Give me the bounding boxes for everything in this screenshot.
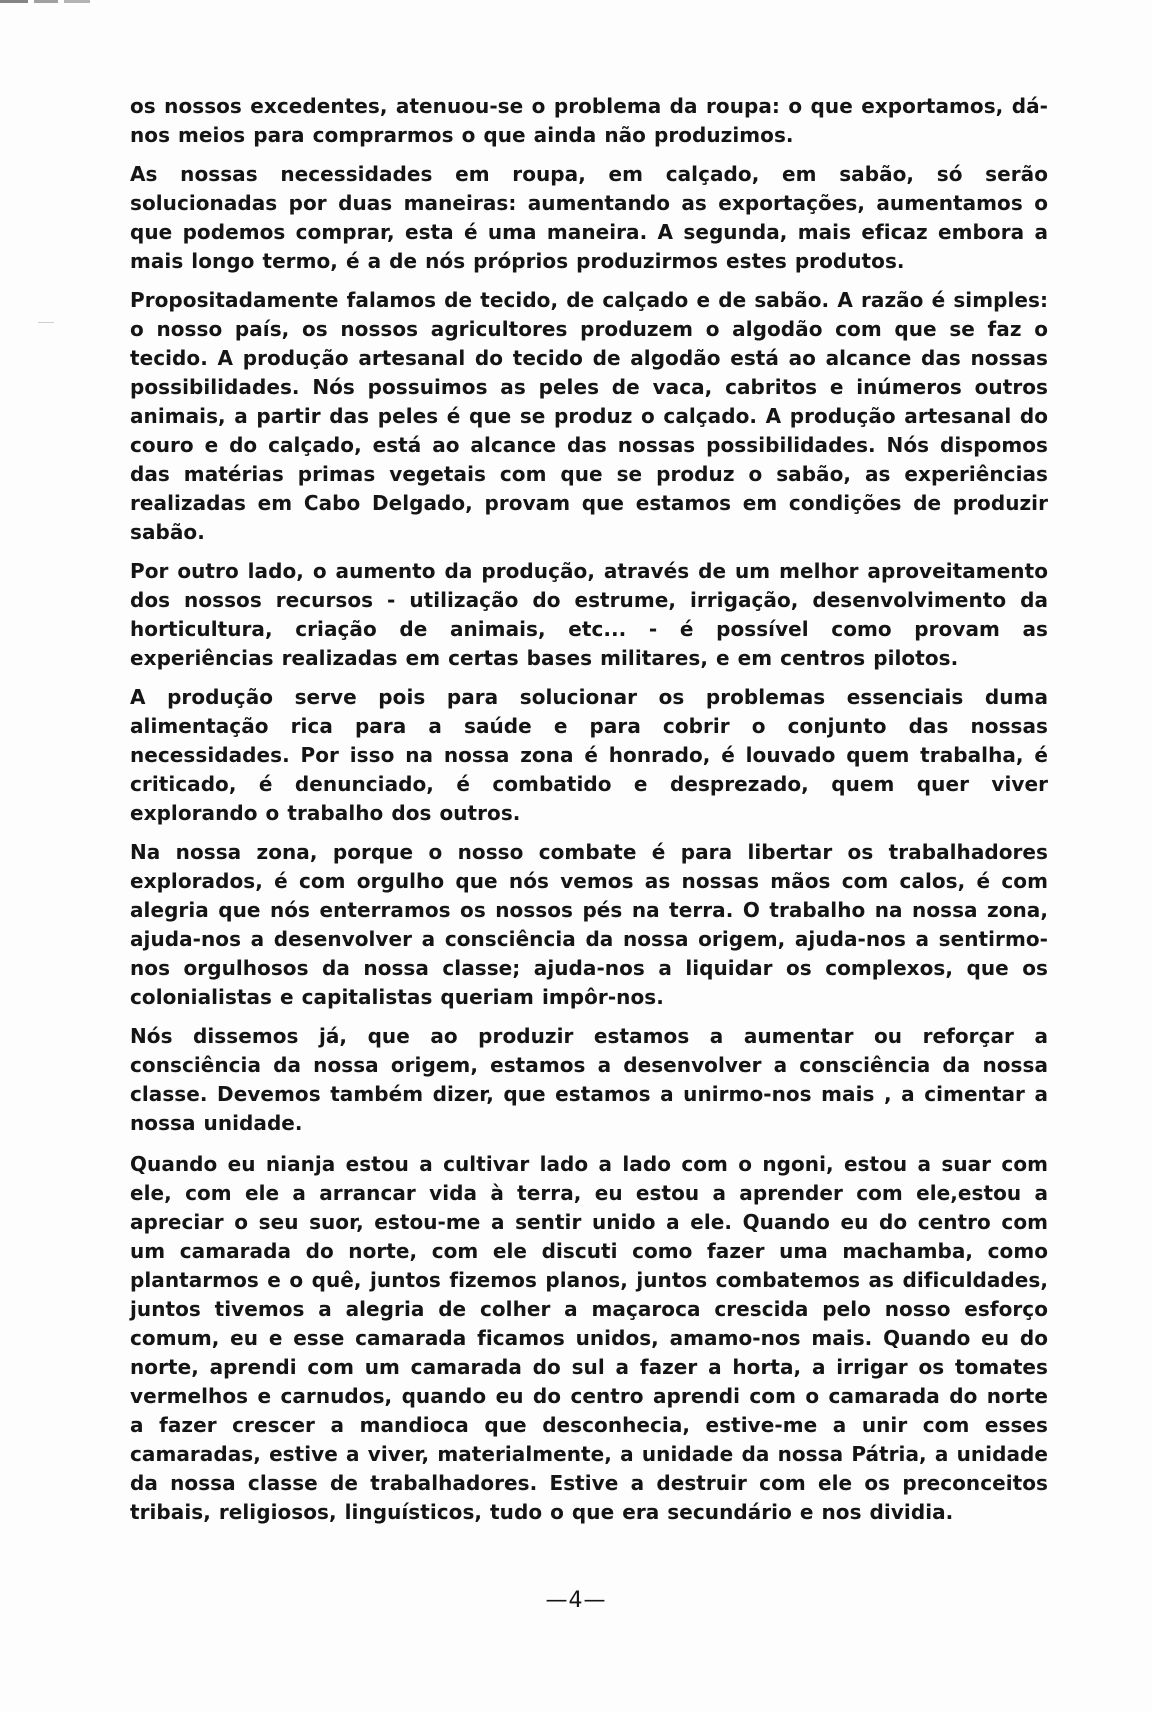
main-text-block: [130, 92, 1048, 1592]
paragraph-6: Na nossa zona, porque o nosso combate é para libertar os trabalhadores explorados, é com orgulho que nós vemos as nossas mãos com calos, é com alegria que nós enterramos os nossos pés na terra. O trabalho na nossa zona, ajuda-nos a desenvolver a consciência da nossa origem, ajuda-nos a sentirmo-nos orgulhosos da nossa classe; ajuda-nos a liquidar os complexos, que os colonialistas e capitalistas queriam impôr-nos.: [130, 840, 1048, 1009]
page-number: —4—: [545, 1588, 607, 1613]
scan-mark: [0, 0, 120, 3]
paragraph-7: Nós dissemos já, que ao produzir estamos a aumentar ou reforçar a consciência da nossa origem, estamos a desenvolver a consciência da nossa classe. Devemos também dizer, que estamos a unirmo-nos mais , a cimentar a nossa unidade.: [130, 1024, 1048, 1135]
paragraph-3: Propositadamente falamos de tecido, de calçado e de sabão. A razão é simples: o nosso país, os nossos agricultores produzem o algodão com que se faz o tecido. A produção artesanal do tecido de algodão está ao alcance das nossas possibilidades. Nós possuimos as peles de vaca, cabritos e inúmeros outros animais, a partir das peles é que se produz o calçado. A produção artesanal do couro e do calçado, está ao alcance das nossas possibilidades. Nós dispomos das matérias primas vegetais com que se produz o sabão, as experiências realizadas em Cabo Delgado, provam que estamos em condições de produzir sabão.: [130, 288, 1048, 544]
paragraph-1: os nossos excedentes, atenuou-se o problema da roupa: o que exportamos, dá-nos meios para comprarmos o que ainda não produzimos.: [130, 94, 1048, 147]
paragraph-2: As nossas necessidades em roupa, em calçado, em sabão, só serão solucionadas por duas maneiras: aumentando as exportações, aumentamos o que podemos comprar, esta é uma maneira. A segunda, mais eficaz embora a mais longo termo, é a de nós próprios produzirmos estes produtos.: [130, 162, 1048, 273]
paragraph-4: Por outro lado, o aumento da produção, através de um melhor aproveitamento dos nossos recursos - utilização do estrume, irrigação, desenvolvimento da horticultura, criação de animais, etc... - é possível como provam as experiências realizadas em certas bases militares, e em centros pilotos.: [130, 559, 1048, 670]
paragraph-5: A produção serve pois para solucionar os problemas essenciais duma alimentação rica para a saúde e para cobrir o conjunto das nossas necessidades. Por isso na nossa zona é honrado, é louvado quem trabalha, é criticado, é denunciado, é combatido e desprezado, quem quer viver explorando o trabalho dos outros.: [130, 685, 1048, 825]
scan-mark: [38, 322, 54, 323]
paragraph-8: Quando eu nianja estou a cultivar lado a lado com o ngoni, estou a suar com ele, com ele a arrancar vida à terra, eu estou a aprender com ele,estou a apreciar o seu suor, estou-me a sentir unido a ele. Quando eu do centro com um camarada do norte, com ele discuti como fazer uma machamba, como plantarmos e o quê, juntos fizemos planos, juntos combatemos as dificuldades, juntos tivemos a alegria de colher a maçaroca crescida pelo nosso esforço comum, eu e esse camarada ficamos unidos, amamo-nos mais. Quando eu do norte, aprendi com um camarada do sul a fazer a horta, a irrigar os tomates vermelhos e carnudos, quando eu do centro aprendi com o camarada do norte a fazer crescer a mandioca que desconhecia, estive-me a unir com esses camaradas, estive a viver, materialmente, a unidade da nossa Pátria, a unidade da nossa classe de trabalhadores. Estive a destruir com ele os preconceitos tribais, religiosos, linguísticos, tudo o que era secundário e nos dividia.: [130, 1152, 1048, 1524]
